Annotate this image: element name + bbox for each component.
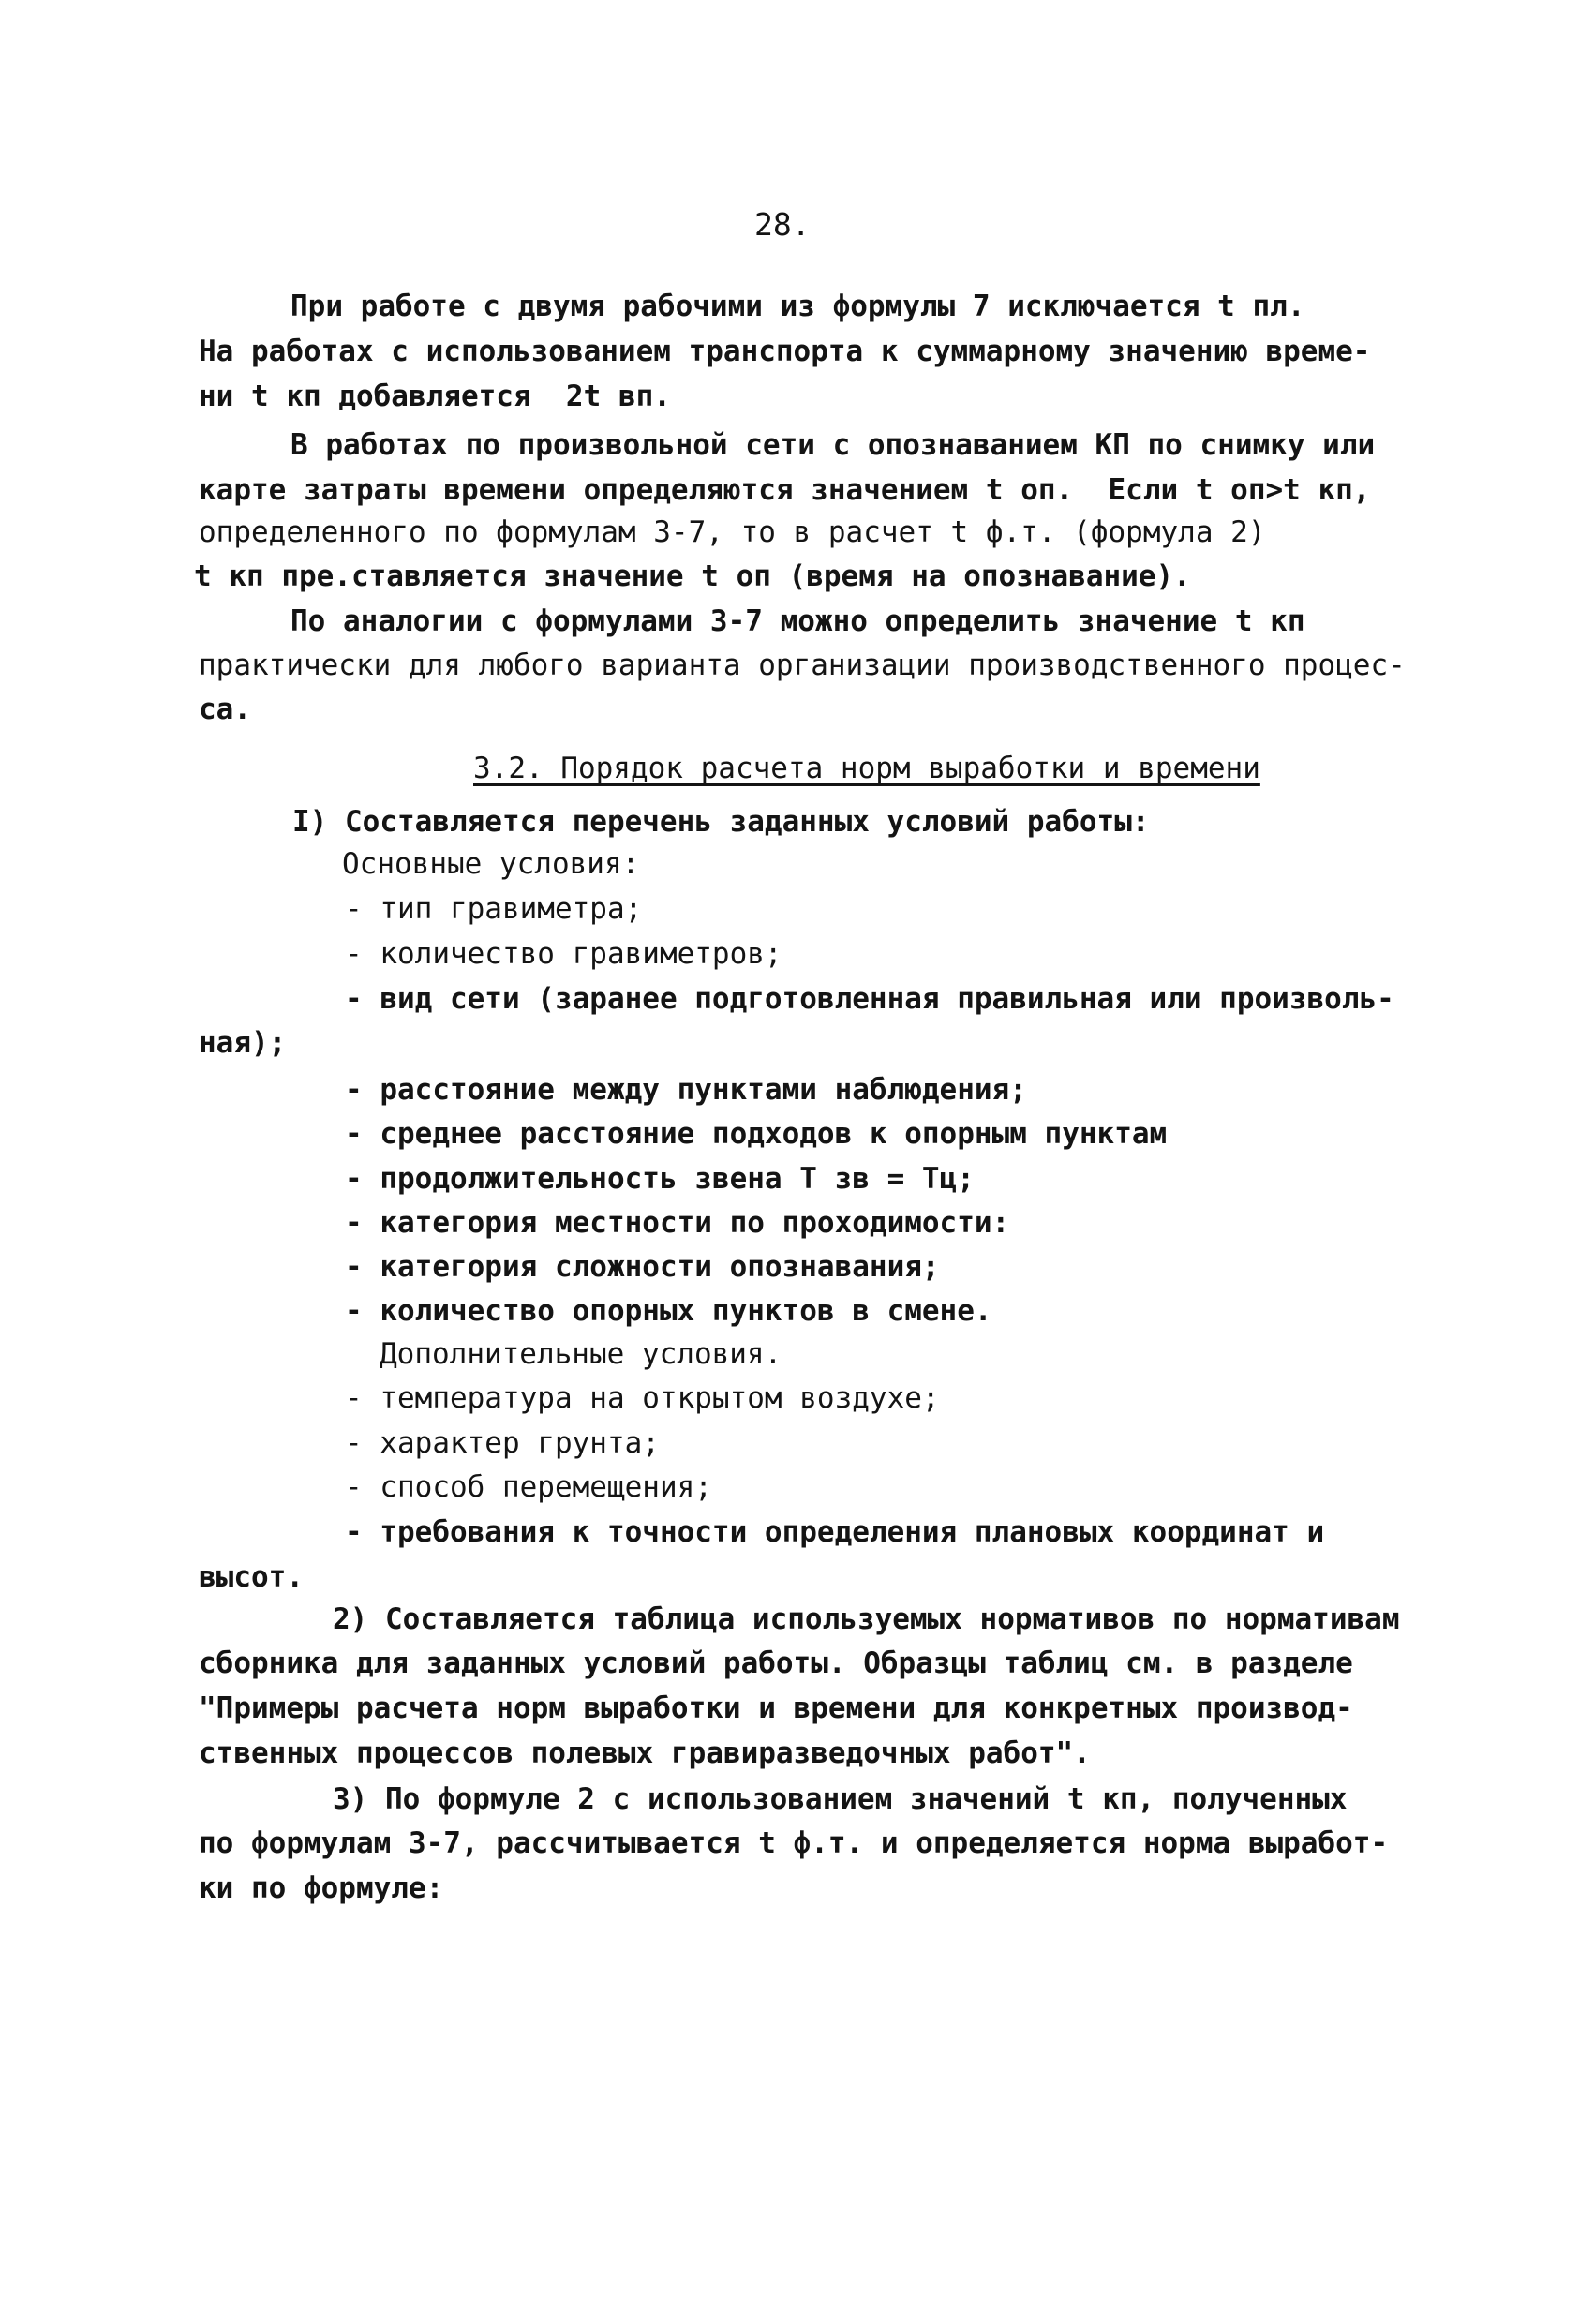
intro-line: практически для любого варианта организации производственного процес- (199, 648, 1406, 682)
extra-conditions-label: Дополнительные условия. (380, 1337, 782, 1371)
page-number: 28. (754, 206, 811, 243)
intro-line: t кп пре.ставляется значение t оп (время на опознавание). (194, 559, 1191, 593)
intro-line: ни t кп добавляется 2t вп. (199, 380, 671, 413)
condition-item: - количество гравиметров; (345, 937, 782, 971)
condition-item: - тип гравиметра; (345, 892, 643, 926)
main-conditions-label: Основные условия: (342, 847, 640, 881)
condition-item: - характер грунта; (345, 1426, 660, 1460)
item3-line: по формулам 3-7, рассчитывается t ф.т. и определяется норма выработ- (199, 1826, 1389, 1860)
intro-line: определенного по формулам 3-7, то в расчет t ф.т. (формула 2) (199, 515, 1266, 549)
condition-item: - среднее расстояние подходов к опорным пунктам (345, 1117, 1168, 1151)
intro-line: На работах с использованием транспорта к суммарному значению време- (199, 335, 1371, 368)
condition-item: - требования к точности определения плановых координат и (345, 1515, 1325, 1549)
condition-item: - категория сложности опознавания; (345, 1250, 940, 1284)
item2-line: сборника для заданных условий работы. Образцы таблиц см. в разделе (199, 1646, 1353, 1680)
item1-lead: I) Составляется перечень заданных условий работы: (292, 805, 1150, 839)
item3-line: 3) По формуле 2 с использованием значений t кп, полученных (333, 1782, 1348, 1816)
condition-item: ная); (199, 1026, 287, 1060)
intro-line: карте затраты времени определяются значением t оп. Если t оп>t кп, (199, 473, 1371, 507)
intro-line: По аналогии с формулами 3-7 можно определить значение t кп (290, 604, 1305, 638)
condition-item: - количество опорных пунктов в смене. (345, 1294, 992, 1328)
intro-line: В работах по произвольной сети с опознаванием КП по снимку или (290, 428, 1376, 462)
item2-line: ственных процессов полевых гравиразведочных работ". (199, 1736, 1091, 1770)
condition-item: - температура на открытом воздухе; (345, 1381, 940, 1415)
item2-line: "Примеры расчета норм выработки и времени для конкретных производ- (199, 1691, 1353, 1725)
section-heading: 3.2. Порядок расчета норм выработки и времени (473, 752, 1260, 785)
condition-item: - вид сети (заранее подготовленная правильная или произволь- (345, 982, 1394, 1016)
intro-line: При работе с двумя рабочими из формулы 7 исключается t пл. (290, 290, 1305, 323)
condition-item: - продолжительность звена Т зв = Тц; (345, 1162, 975, 1196)
condition-item: - категория местности по проходимости: (345, 1206, 1010, 1240)
intro-line: са. (199, 693, 251, 726)
condition-item: - способ перемещения; (345, 1470, 712, 1504)
condition-item: - расстояние между пунктами наблюдения; (345, 1073, 1027, 1107)
item2-line: 2) Составляется таблица используемых нормативов по нормативам (333, 1602, 1400, 1636)
item3-line: ки по формуле: (199, 1871, 444, 1905)
condition-item: высот. (199, 1560, 304, 1594)
